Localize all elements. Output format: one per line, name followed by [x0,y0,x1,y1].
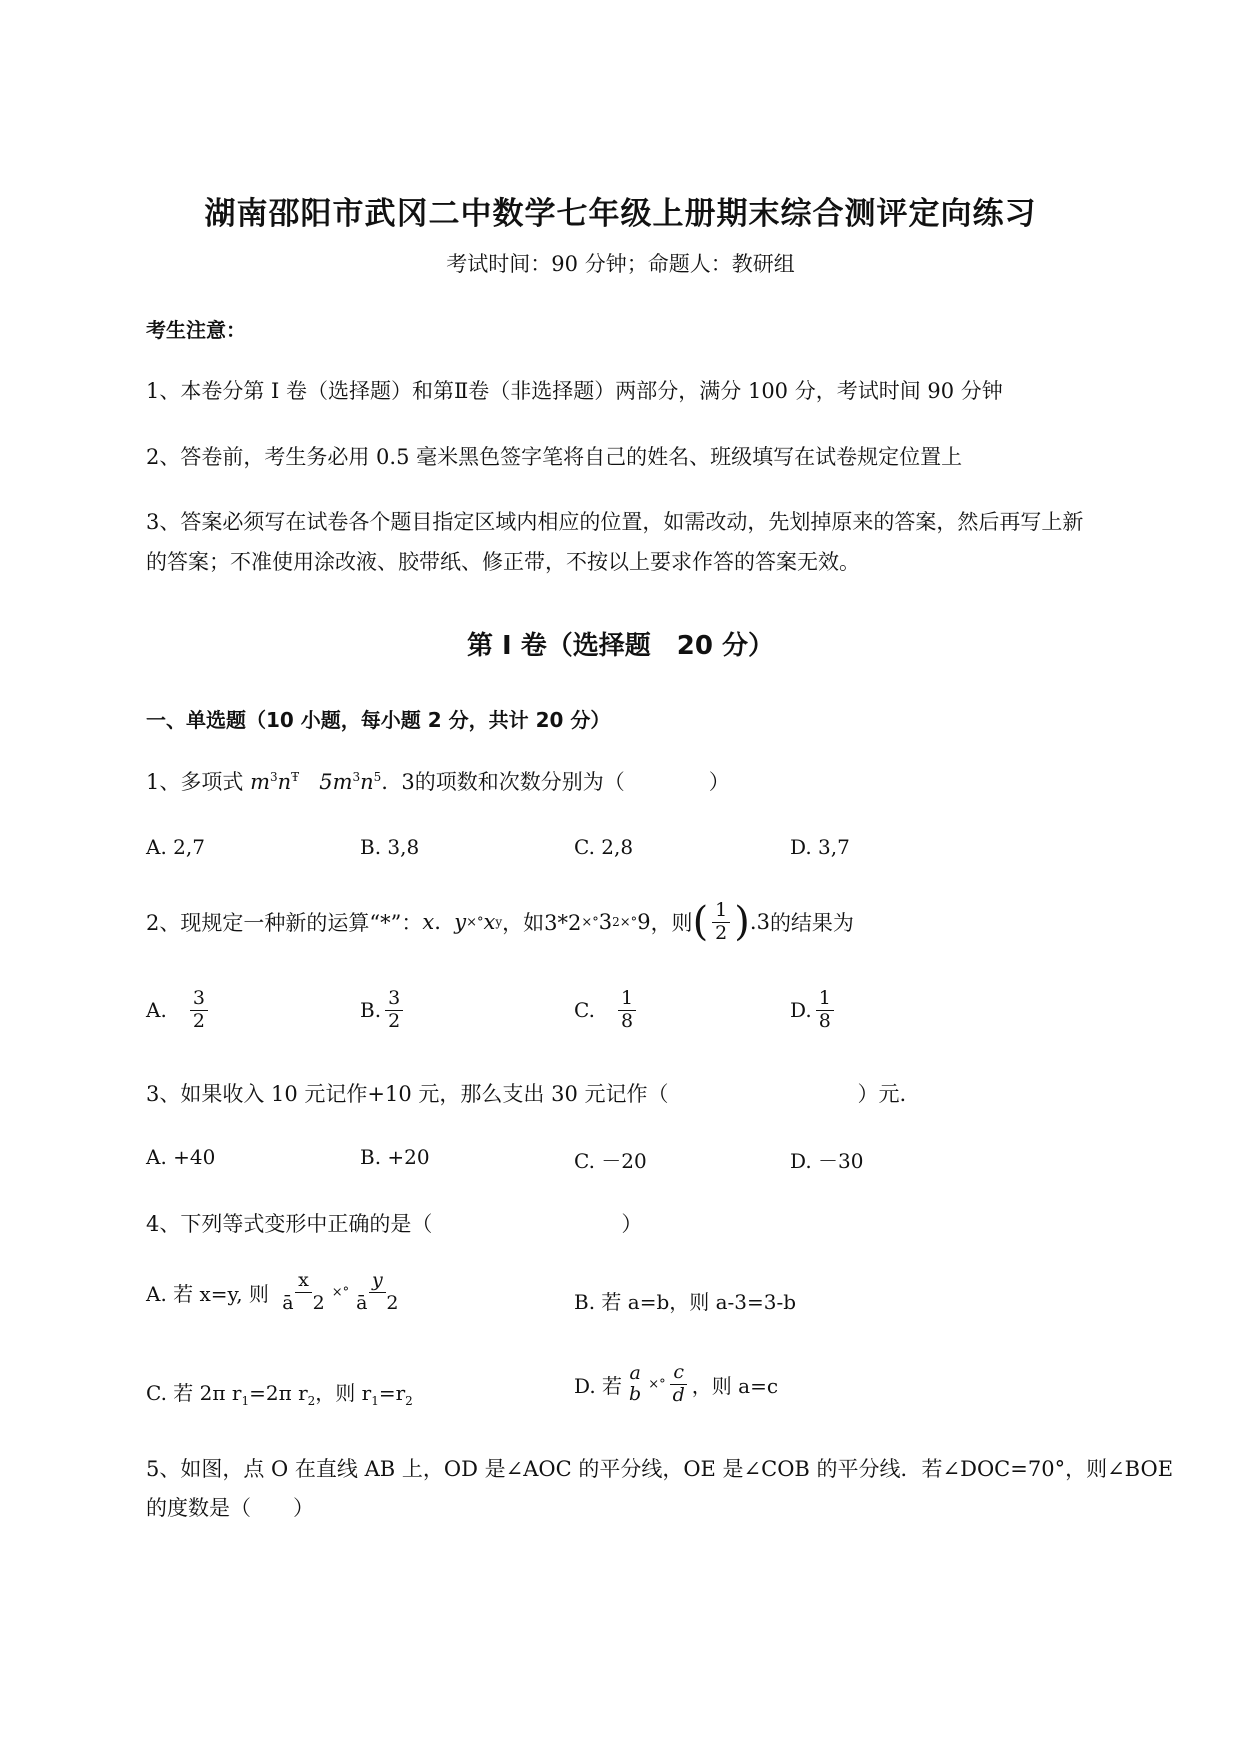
question-2-prefix: 2、现规定一种新的运算“*”： [146,911,423,936]
q4-option-a-prefix: A. 若 x=y, 则 [146,1281,269,1306]
q4-option-d-glyph: ×° [648,1376,666,1392]
q1-term1b-exp: Ŧ [291,770,300,784]
q2-option-d-frac [816,988,834,1033]
question-4: 4、下列等式变形中正确的是（ ） [146,1212,643,1236]
q4-option-c-sub-4: 2 [405,1394,413,1408]
question-2-suffix: 的结果为 [769,911,854,936]
q2-option-c-den: 8 [621,1009,634,1032]
q2-def-y: y [454,910,467,935]
q4-option-a[interactable] [146,1270,406,1315]
q2-glyph-1: ×° [466,914,484,930]
q4-option-a-num-1: x [295,1270,312,1293]
q2-option-d-label: D. [790,998,812,1023]
q2-then: ，则 [650,911,693,936]
q2-fraction [712,900,730,945]
q2-option-c-frac [618,988,636,1033]
q1-term2b: n [360,770,374,794]
notice-item-2: 2、答卷前，考生务必用 0.5 毫米黑色签字笔将自己的姓名、班级填写在试卷规定位置上 [146,445,963,469]
q4-option-d-frac-1 [626,1363,644,1407]
q3-option-c[interactable]: C. －20 [574,1149,647,1173]
left-paren-icon: ( [692,899,709,946]
question-2: 2、现规定一种新的运算“*”： x . y ×° x y ，如3*2 ×° 3 2 ×° 9 ，则 ( $\frac{1}{2}$ ) . 3 的结果为 [146,899,854,946]
q2-frac-den: 2 [715,921,728,944]
q3-option-b[interactable]: B. +20 [360,1145,430,1169]
q4-option-a-num-2: y [369,1270,386,1293]
right-paren-icon: ) [734,899,750,946]
q2-option-b-num: 3 [385,988,403,1011]
question-5-line-2: 的度数是（ ） [146,1496,314,1520]
q4-option-a-frac-2 [353,1270,401,1315]
q2-option-b-label: B. [360,998,382,1023]
q2-option-c-num: 1 [618,988,636,1011]
q2-frac-num: 1 [712,900,730,923]
q2-option-a-frac [190,988,208,1033]
q4-option-c-eq: =r [378,1381,406,1405]
q2-option-a[interactable] [146,988,212,1033]
question-1-suffix: 的项数和次数分别为（ ） [414,770,730,794]
q2-option-b-den: 2 [388,1009,401,1032]
q2-option-c[interactable] [574,988,640,1033]
q4-option-a-den-2: ā 2 [356,1291,399,1314]
q2-option-d-den: 8 [818,1009,831,1032]
q4-option-c-then: ，则 r [315,1381,372,1405]
q4-option-a-den-1: ā 2 [282,1291,325,1314]
q1-term2: 5m [319,770,353,794]
q4-option-c-mid: =2π r [249,1381,308,1405]
document-subtitle: 考试时间：90 分钟；命题人：教研组 [446,252,795,276]
q2-ex-val: 9 [637,910,651,935]
q2-ex-rhs-exp: 2 [612,915,620,930]
q1-option-c[interactable]: C. 2,8 [574,835,634,859]
q4-option-c[interactable] [146,1377,413,1408]
q4-option-d[interactable] [574,1362,778,1407]
q4-option-d-suffix: ，则 a=c [691,1373,779,1398]
q1-term1b: n [277,770,292,794]
q2-option-b[interactable] [360,988,407,1033]
q1-term2b-exp: 5 [373,770,382,784]
section-title: 第 I 卷（选择题 20 分） [466,631,774,661]
q4-option-a-frac-1 [279,1270,327,1315]
q4-option-d-num-1: a [629,1361,641,1384]
q4-option-d-den-1: b [629,1383,642,1406]
q2-example: ，如3*2 [502,911,582,936]
q2-glyph-3: ×° [619,914,638,930]
q4-option-b[interactable]: B. 若 a=b，则 a-3=3-b [574,1290,797,1314]
q2-option-a-den: 2 [192,1009,205,1032]
q2-def-rhs: x [483,910,496,935]
q2-glyph-2: ×° [581,914,599,930]
q1-option-a[interactable]: A. 2,7 [146,835,205,859]
q4-option-c-sub-2: 2 [307,1394,316,1408]
notice-item-3: 3、答案必须写在试卷各个题目指定区域内相应的位置，如需改动，先划掉原来的答案，然后再写上新 [146,510,1084,534]
q4-option-a-glyph: ×° [331,1284,350,1300]
q2-def-x: x [422,910,435,935]
q4-option-d-prefix: D. 若 [574,1373,623,1398]
notice-item-3-cont: 的答案；不准使用涂改液、胶带纸、修正带，不按以上要求作答的答案无效。 [146,550,860,574]
q1-term3: 3 [401,770,415,794]
notice-item-1: 1、本卷分第 I 卷（选择题）和第Ⅱ卷（非选择题）两部分，满分 100 分，考试时间 90 分钟 [146,379,1003,403]
q2-def-rhs-exp: y [495,915,503,930]
q2-ex-rhs: 3 [598,910,613,935]
question-3: 3、如果收入 10 元记作+10 元，那么支出 30 元记作（ ）元. [146,1082,907,1106]
q2-tail-num: 3 [756,910,770,935]
q1-term2-exp: 3 [352,770,361,784]
q2-option-a-num: 3 [190,988,208,1011]
section-subtitle: 一、单选题（10 小题，每小题 2 分，共计 20 分） [146,708,611,732]
q2-option-c-label: C. [574,998,595,1023]
q3-option-d[interactable]: D. －30 [790,1149,864,1173]
q4-option-d-num-2: c [670,1362,687,1385]
q2-option-b-frac [385,988,403,1033]
q4-option-c-pre: C. 若 2π r [146,1381,242,1405]
q4-option-c-sub-3: 1 [371,1394,379,1408]
q1-term1: m [250,770,270,794]
q2-option-d[interactable] [790,988,838,1033]
q4-option-c-sub-1: 1 [241,1394,250,1408]
document-title: 湖南邵阳市武冈二中数学七年级上册期末综合测评定向练习 [204,196,1037,232]
q1-option-d[interactable]: D. 3,7 [790,835,850,859]
q2-option-d-num: 1 [816,988,834,1011]
question-1-prefix: 1、多项式 [146,770,244,794]
q1-term1-exp: 3 [269,770,278,784]
q4-option-d-den-2: d [672,1383,685,1406]
q1-option-b[interactable]: B. 3,8 [360,835,420,859]
question-5-line-1: 5、如图，点 O 在直线 AB 上，OD 是∠AOC 的平分线，OE 是∠COB 的平分线．若∠DOC=70°，则∠BOE [146,1457,1174,1481]
q4-option-d-frac-2 [670,1362,688,1407]
question-1: 1、多项式 $m^3n^Ŧ$ $5m^3n^5$. 3的项数和次数分别为（ ） [146,770,730,794]
notice-heading: 考生注意： [146,318,246,342]
q2-option-a-label: A. [146,998,167,1023]
q3-option-a[interactable]: A. +40 [146,1145,216,1169]
